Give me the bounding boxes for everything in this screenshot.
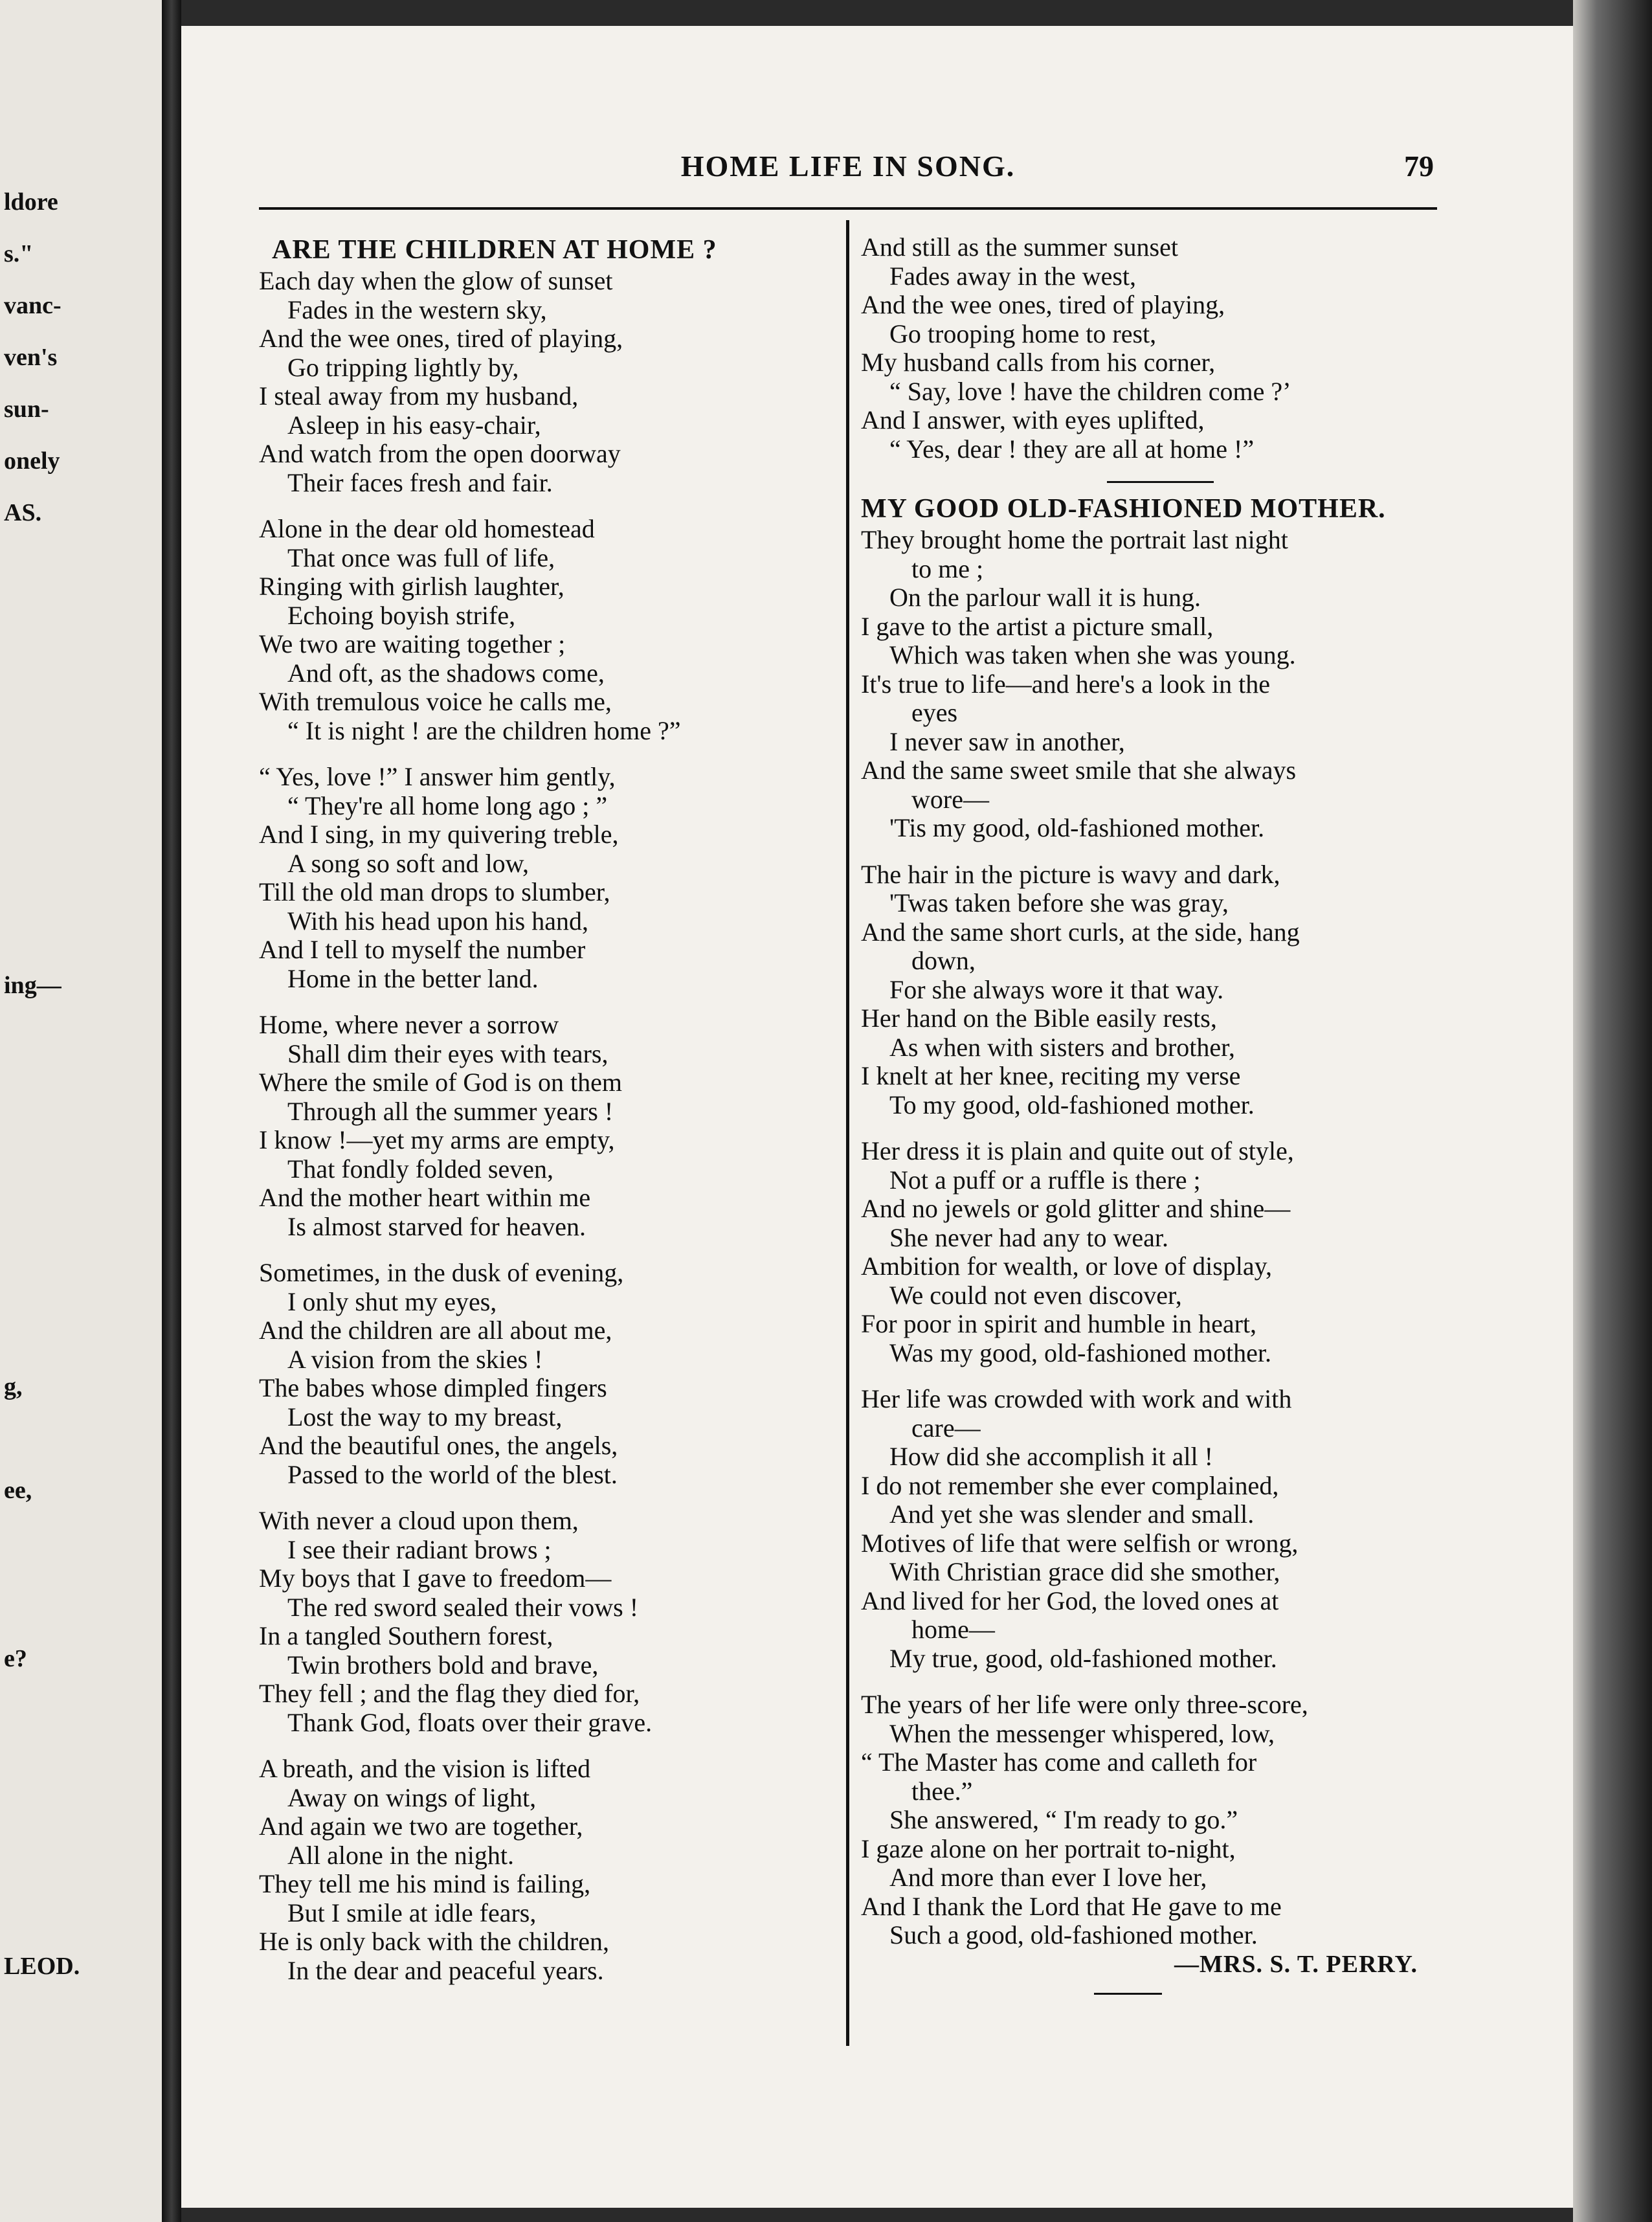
verse-line: I never saw in another,: [889, 726, 1125, 756]
facing-page-fragment: s.": [4, 240, 34, 267]
verse-line: We two are waiting together ;: [259, 629, 566, 658]
stanza: [259, 515, 835, 745]
verse-line: The babes whose dimpled fingers: [259, 1373, 607, 1402]
facing-page-fragment: onely: [4, 447, 60, 475]
verse-line: With never a cloud upon them,: [259, 1506, 579, 1535]
verse-line: Such a good, old-fashioned mother.: [889, 1920, 1258, 1949]
verse-line: Where the smile of God is on them: [259, 1068, 622, 1097]
stanza: [861, 233, 1444, 464]
verse-line: He is only back with the children,: [259, 1927, 609, 1956]
stanza: [259, 1755, 835, 1985]
stanza: [259, 763, 835, 993]
verse-line: Passed to the world of the blest.: [287, 1459, 618, 1489]
verse-line: And lived for her God, the loved ones at: [861, 1586, 1279, 1615]
verse-line: And more than ever I love her,: [889, 1863, 1207, 1892]
verse-line: Go tripping lightly by,: [287, 352, 519, 382]
stanza: [259, 267, 835, 497]
verse-line: Home, where never a sorrow: [259, 1010, 559, 1039]
facing-page-fragment: vanc-: [4, 292, 61, 319]
verse-line: Home in the better land.: [287, 963, 539, 993]
verse-line: A vision from the skies !: [287, 1344, 543, 1374]
verse-line: Twin brothers bold and brave,: [287, 1650, 599, 1679]
verse-line: Asleep in his easy-chair,: [287, 410, 541, 440]
verse-line: “ The Master has come and calleth for: [861, 1747, 1257, 1777]
verse-line: 'Twas taken before she was gray,: [889, 888, 1229, 917]
facing-page-strip: [0, 0, 166, 2222]
verse-line: All alone in the night.: [287, 1840, 514, 1870]
verse-line: Fades away in the west,: [889, 261, 1137, 291]
verse-line: And the children are all about me,: [259, 1316, 612, 1345]
verse-line: It's true to life—and here's a look in the: [861, 669, 1271, 699]
verse-line: I gave to the artist a picture small,: [861, 611, 1214, 641]
verse-line: wore—: [911, 784, 989, 814]
facing-page-fragment: g,: [4, 1373, 23, 1400]
verse-line: When the messenger whispered, low,: [889, 1718, 1275, 1748]
verse-line: Fades in the western sky,: [287, 295, 547, 324]
stanza: [259, 1259, 835, 1489]
verse-line: “ Yes, dear ! they are all at home !”: [889, 434, 1255, 464]
verse-line: The red sword sealed their vows !: [287, 1592, 639, 1622]
verse-line: I steal away from my husband,: [259, 381, 579, 410]
verse-line: And the mother heart within me: [259, 1183, 591, 1212]
verse-line: And I tell to myself the number: [259, 935, 586, 964]
verse-line: “ Yes, love !” I answer him gently,: [259, 762, 616, 791]
verse-line: “ It is night ! are the children home ?”: [287, 715, 681, 745]
verse-line: Their faces fresh and fair.: [287, 467, 553, 497]
verse-line: In a tangled Southern forest,: [259, 1621, 553, 1650]
verse-line: My boys that I gave to freedom—: [259, 1564, 612, 1593]
verse-line: Her dress it is plain and quite out of style,: [861, 1136, 1294, 1165]
facing-page-fragment: sun-: [4, 396, 49, 423]
verse-line: She never had any to wear.: [889, 1222, 1168, 1252]
verse-line: care—: [911, 1413, 981, 1442]
verse-line: The years of her life were only three-score,: [861, 1690, 1308, 1719]
verse-line: And I answer, with eyes uplifted,: [861, 405, 1205, 434]
verse-line: My true, good, old-fashioned mother.: [889, 1643, 1277, 1673]
verse-line: Ringing with girlish laughter,: [259, 572, 564, 601]
verse-line: Is almost starved for heaven.: [287, 1211, 586, 1241]
section-divider: [1107, 481, 1214, 483]
facing-page-fragment: ee,: [4, 1477, 32, 1504]
facing-page-fragment: ven's: [4, 344, 58, 371]
page-edge: [1573, 0, 1652, 2222]
running-head: [262, 149, 1434, 207]
verse-line: In the dear and peaceful years.: [287, 1955, 604, 1985]
stanza: [861, 1690, 1444, 1950]
verse-line: Till the old man drops to slumber,: [259, 877, 610, 906]
verse-line: Go trooping home to rest,: [889, 319, 1157, 348]
verse-line: And the wee ones, tired of playing,: [861, 290, 1225, 319]
facing-page-fragment: AS.: [4, 499, 42, 526]
verse-line: I only shut my eyes,: [287, 1286, 497, 1316]
verse-line: She answered, “ I'm ready to go.”: [889, 1805, 1238, 1834]
verse-line: That fondly folded seven,: [287, 1154, 553, 1184]
verse-line: With his head upon his hand,: [287, 906, 588, 936]
verse-line: They brought home the portrait last night: [861, 525, 1288, 554]
verse-line: But I smile at idle fears,: [287, 1898, 537, 1927]
column-divider: [846, 220, 849, 2046]
verse-line: Through all the summer years !: [287, 1096, 614, 1126]
stanza: [259, 1507, 835, 1737]
verse-line: With tremulous voice he calls me,: [259, 687, 612, 716]
verse-line: And again we two are together,: [259, 1812, 583, 1841]
verse-line: And the wee ones, tired of playing,: [259, 324, 623, 353]
stanza: [861, 1137, 1444, 1367]
book-binding: [162, 0, 181, 2222]
verse-line: They tell me his mind is failing,: [259, 1869, 591, 1898]
stanza: [861, 1385, 1444, 1673]
stanza: [259, 1011, 835, 1241]
verse-line: And the beautiful ones, the angels,: [259, 1431, 618, 1460]
verse-line: That once was full of life,: [287, 543, 555, 572]
verse-line: Her hand on the Bible easily rests,: [861, 1004, 1217, 1033]
verse-line: eyes: [911, 698, 958, 727]
verse-line: Thank God, floats over their grave.: [287, 1707, 653, 1737]
verse-line: And still as the summer sunset: [861, 232, 1178, 262]
verse-line: For she always wore it that way.: [889, 974, 1224, 1004]
verse-line: A song so soft and low,: [287, 848, 529, 878]
verse-line: With Christian grace did she smother,: [889, 1557, 1280, 1586]
verse-line: I know !—yet my arms are empty,: [259, 1125, 615, 1154]
page-number: 79: [1404, 150, 1434, 183]
header-rule: [259, 207, 1437, 210]
verse-line: I do not remember she ever complained,: [861, 1470, 1279, 1500]
verse-line: And the same short curls, at the side, hang: [861, 917, 1300, 947]
verse-line: Ambition for wealth, or love of display,: [861, 1251, 1273, 1281]
verse-line: Not a puff or a ruffle is there ;: [889, 1165, 1201, 1195]
stanza: [861, 526, 1444, 843]
verse-line: down,: [911, 946, 976, 975]
facing-page-fragment: ing—: [4, 972, 61, 999]
verse-line: Each day when the glow of sunset: [259, 266, 613, 295]
verse-line: Lost the way to my breast,: [287, 1402, 563, 1431]
verse-line: I knelt at her knee, reciting my verse: [861, 1061, 1241, 1090]
facing-page-fragment: LEOD.: [4, 1953, 80, 1980]
verse-line: Was my good, old-fashioned mother.: [889, 1338, 1272, 1367]
end-rule: [1094, 1993, 1162, 1995]
verse-line: Away on wings of light,: [287, 1782, 537, 1812]
verse-line: Her life was crowded with work and with: [861, 1384, 1292, 1413]
verse-line: As when with sisters and brother,: [889, 1032, 1235, 1062]
verse-line: thee.”: [911, 1776, 973, 1806]
verse-line: Shall dim their eyes with tears,: [287, 1038, 608, 1068]
verse-line: They fell ; and the flag they died for,: [259, 1679, 640, 1708]
verse-line: Echoing boyish strife,: [287, 600, 516, 630]
verse-line: “ They're all home long ago ; ”: [287, 791, 608, 820]
verse-line: And watch from the open doorway: [259, 439, 621, 468]
facing-page-fragment: e?: [4, 1645, 27, 1672]
verse-line: Sometimes, in the dusk of evening,: [259, 1258, 624, 1287]
verse-line: How did she accomplish it all !: [889, 1442, 1213, 1471]
verse-line: to me ;: [911, 554, 984, 583]
verse-line: For poor in spirit and humble in heart,: [861, 1309, 1257, 1338]
verse-line: And I thank the Lord that He gave to me: [861, 1891, 1282, 1921]
verse-line: 'Tis my good, old-fashioned mother.: [889, 813, 1265, 842]
verse-line: My husband calls from his corner,: [861, 348, 1216, 377]
verse-line: And I sing, in my quivering treble,: [259, 820, 619, 849]
poem-title: ARE THE CHILDREN AT HOME ?: [272, 235, 717, 265]
verse-line: home—: [911, 1615, 995, 1644]
verse-line: And oft, as the shadows come,: [287, 658, 605, 688]
stanza: [861, 860, 1444, 1120]
verse-line: Motives of life that were selfish or wrong,: [861, 1528, 1299, 1558]
verse-line: We could not even discover,: [889, 1280, 1182, 1310]
verse-line: I gaze alone on her portrait to-night,: [861, 1834, 1236, 1863]
verse-line: Alone in the dear old homestead: [259, 514, 595, 543]
verse-line: To my good, old-fashioned mother.: [889, 1090, 1255, 1119]
verse-line: And no jewels or gold glitter and shine—: [861, 1194, 1291, 1223]
verse-line: Which was taken when she was young.: [889, 640, 1296, 669]
verse-line: “ Say, love ! have the children come ?’: [889, 376, 1291, 406]
facing-page-fragment: ldore: [4, 188, 58, 216]
verse-line: And yet she was slender and small.: [889, 1499, 1255, 1529]
verse-line: A breath, and the vision is lifted: [259, 1754, 591, 1783]
verse-line: The hair in the picture is wavy and dark,: [861, 859, 1280, 889]
verse-line: On the parlour wall it is hung.: [889, 583, 1201, 612]
verse-line: And the same sweet smile that she always: [861, 756, 1297, 785]
author-signature: —MRS. S. T. PERRY.: [1174, 1950, 1418, 1978]
verse-line: I see their radiant brows ;: [287, 1534, 552, 1564]
poem-title: MY GOOD OLD-FASHIONED MOTHER.: [861, 494, 1386, 524]
right-column: [861, 233, 1444, 1995]
left-column: [259, 233, 835, 2003]
running-title: HOME LIFE IN SONG.: [680, 150, 1016, 183]
book-page: [181, 26, 1573, 2208]
